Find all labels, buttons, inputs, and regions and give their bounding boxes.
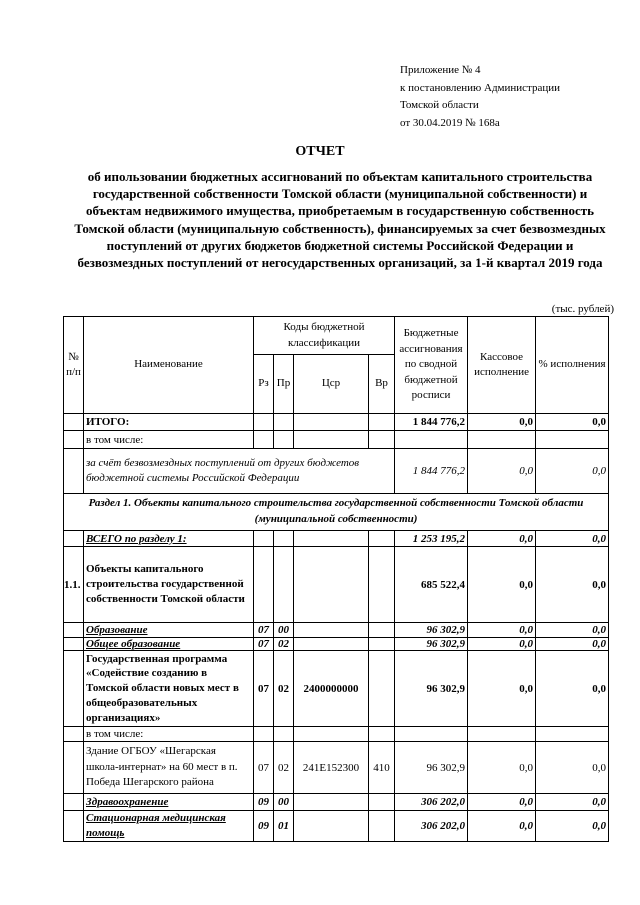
cell-name: ИТОГО: [84, 414, 254, 431]
table-row [64, 547, 609, 623]
cell-vr [369, 811, 395, 842]
cell-rz [254, 547, 274, 623]
cell-name: ВСЕГО по разделу 1: [84, 531, 254, 547]
table-row [64, 638, 609, 651]
cell-pr [274, 547, 294, 623]
cell-csr [294, 547, 369, 623]
cell-num [64, 811, 84, 842]
cell-pct: 0,0 [536, 811, 609, 842]
appendix-line: Томской области [400, 99, 479, 111]
cell-pct: 0,0 [536, 531, 609, 547]
cell-vr [369, 727, 395, 742]
cell-rz: 07 [254, 742, 274, 794]
cell-pct: 0,0 [536, 547, 609, 623]
cell-vr [369, 431, 395, 449]
cell-csr [294, 638, 369, 651]
cell-pr: 02 [274, 742, 294, 794]
cell-budget: 306 202,0 [395, 811, 468, 842]
cell-rz [254, 431, 274, 449]
cell-pr [274, 414, 294, 431]
cell-cash: 0,0 [468, 449, 536, 494]
cell-rz [254, 531, 274, 547]
cell-pct: 0,0 [536, 414, 609, 431]
cell-name: Объекты капитального строительства государственной собственности Томской области [84, 547, 254, 623]
header-cash: Кассовое исполнение [468, 317, 536, 414]
report-subtitle: об ипользовании бюджетных ассигнований по объектам капитального строительства государственной собственности Томской области (муниципальной собственности) и объектам недвижимого имущества, приобретаемым в государственную собственность Томской области (муниципальную собственность), финансируемых за счет безвозмездных поступлений от других бюджетов бюджетной системы Российской Федерации и безвозмездных поступлений от негосударственных организаций, за 1-й квартал 2019 года [74, 169, 606, 271]
units-label: (тыс. рублей) [551, 303, 614, 315]
cell-pct: 0,0 [536, 794, 609, 811]
cell-rz: 09 [254, 794, 274, 811]
cell-budget [395, 431, 468, 449]
header-num: № п/п [64, 317, 84, 414]
cell-rz: 07 [254, 651, 274, 727]
cell-vr [369, 531, 395, 547]
cell-csr: 241E152300 [294, 742, 369, 794]
section-row [64, 494, 609, 531]
cell-num [64, 794, 84, 811]
cell-vr [369, 547, 395, 623]
cell-name: в том числе: [84, 727, 254, 742]
cell-vr: 410 [369, 742, 395, 794]
cell-csr [294, 531, 369, 547]
cell-pr [274, 431, 294, 449]
cell-cash: 0,0 [468, 742, 536, 794]
header-csr: Цср [294, 355, 369, 414]
header-vr: Вр [369, 355, 395, 414]
cell-pr: 01 [274, 811, 294, 842]
table-row [64, 623, 609, 638]
cell-vr [369, 651, 395, 727]
cell-csr [294, 623, 369, 638]
table-row [64, 794, 609, 811]
table-row [64, 727, 609, 742]
cell-pct [536, 727, 609, 742]
cell-pr: 02 [274, 638, 294, 651]
cell-pct: 0,0 [536, 651, 609, 727]
cell-name: за счёт безвозмездных поступлений от других бюджетов бюджетной системы Российской Федерации [84, 449, 395, 494]
cell-num [64, 449, 84, 494]
cell-num [64, 414, 84, 431]
cell-rz [254, 414, 274, 431]
section-heading: Раздел 1. Объекты капитального строительства государственной собственности Томской области (муниципальной собственности) [64, 494, 609, 531]
report-table [63, 316, 609, 842]
cell-cash [468, 431, 536, 449]
table-row [64, 431, 609, 449]
table-row [64, 651, 609, 727]
appendix-line: Приложение № 4 [400, 64, 481, 76]
cell-vr [369, 623, 395, 638]
cell-vr [369, 414, 395, 431]
cell-name: Здание ОГБОУ «Шегарская школа-интернат» на 60 мест в п. Победа Шегарского района [84, 742, 254, 794]
header-rz: Рз [254, 355, 274, 414]
cell-cash: 0,0 [468, 811, 536, 842]
cell-cash: 0,0 [468, 794, 536, 811]
header-name: Наименование [84, 317, 254, 414]
cell-num: 1.1. [64, 547, 84, 623]
cell-cash [468, 727, 536, 742]
cell-budget: 1 844 776,2 [395, 449, 468, 494]
cell-num [64, 638, 84, 651]
header-pr: Пр [274, 355, 294, 414]
cell-rz: 09 [254, 811, 274, 842]
cell-cash: 0,0 [468, 531, 536, 547]
cell-name: Образование [84, 623, 254, 638]
cell-cash: 0,0 [468, 651, 536, 727]
cell-pr: 00 [274, 794, 294, 811]
cell-pct [536, 431, 609, 449]
cell-cash: 0,0 [468, 623, 536, 638]
cell-name: в том числе: [84, 431, 254, 449]
cell-csr: 2400000000 [294, 651, 369, 727]
cell-budget: 685 522,4 [395, 547, 468, 623]
cell-pct: 0,0 [536, 449, 609, 494]
cell-name: Стационарная медицинская помощь [84, 811, 254, 842]
cell-name: Государственная программа «Содействие созданию в Томской области новых мест в общеобразовательных организациях» [84, 651, 254, 727]
cell-num [64, 531, 84, 547]
cell-vr [369, 794, 395, 811]
cell-vr [369, 638, 395, 651]
cell-pct: 0,0 [536, 638, 609, 651]
cell-pr: 02 [274, 651, 294, 727]
table-row [64, 531, 609, 547]
cell-name: Здравоохранение [84, 794, 254, 811]
cell-name: Общее образование [84, 638, 254, 651]
cell-cash: 0,0 [468, 638, 536, 651]
cell-num [64, 431, 84, 449]
cell-budget: 1 844 776,2 [395, 414, 468, 431]
cell-csr [294, 794, 369, 811]
appendix-line: от 30.04.2019 № 168а [400, 116, 500, 129]
cell-budget: 96 302,9 [395, 638, 468, 651]
cell-budget [395, 727, 468, 742]
appendix-block [400, 62, 560, 132]
cell-num [64, 727, 84, 742]
cell-pr: 00 [274, 623, 294, 638]
cell-cash: 0,0 [468, 547, 536, 623]
cell-csr [294, 414, 369, 431]
cell-pct: 0,0 [536, 623, 609, 638]
cell-csr [294, 811, 369, 842]
table-row [64, 811, 609, 842]
table-row [64, 742, 609, 794]
cell-num [64, 651, 84, 727]
header-codes: Коды бюджетной классификации [254, 317, 395, 355]
cell-budget: 96 302,9 [395, 651, 468, 727]
cell-rz: 07 [254, 623, 274, 638]
cell-pr [274, 531, 294, 547]
cell-num [64, 742, 84, 794]
cell-rz: 07 [254, 638, 274, 651]
cell-pct: 0,0 [536, 742, 609, 794]
cell-budget: 96 302,9 [395, 623, 468, 638]
table-row [64, 414, 609, 431]
cell-budget: 1 253 195,2 [395, 531, 468, 547]
report-title: ОТЧЕТ [295, 144, 345, 159]
header-budget: Бюджетные ассигнования по сводной бюджетной росписи [395, 317, 468, 414]
cell-num [64, 623, 84, 638]
header-pct: % исполнения [536, 317, 609, 414]
cell-rz [254, 727, 274, 742]
cell-pr [274, 727, 294, 742]
table-row [64, 449, 609, 494]
cell-budget: 306 202,0 [395, 794, 468, 811]
cell-budget: 96 302,9 [395, 742, 468, 794]
cell-cash: 0,0 [468, 414, 536, 431]
appendix-line: к постановлению Администрации [400, 81, 561, 94]
cell-csr [294, 431, 369, 449]
cell-csr [294, 727, 369, 742]
